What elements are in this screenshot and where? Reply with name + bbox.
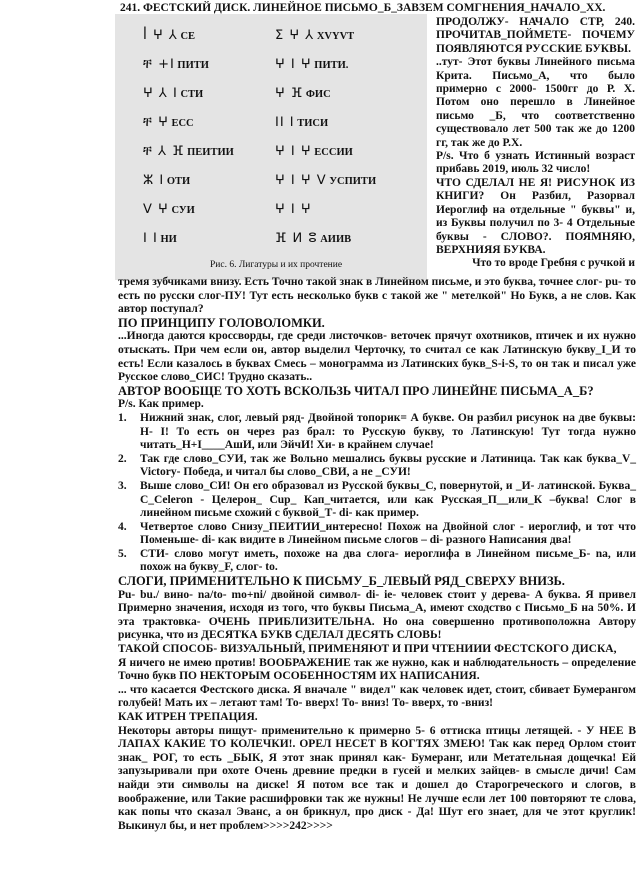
ligature-row <box>275 202 312 217</box>
ligature-reading: СЕ <box>177 31 196 42</box>
list-number: 1. <box>118 411 127 424</box>
right-column-text <box>436 16 635 271</box>
ligature-reading: ФИС <box>303 89 331 100</box>
ligature-figure <box>115 14 427 280</box>
right-paragraph: ..тут- Этот буквы Линейного письма Крита. Письмо_А, что было примерно с 2000- 1500гг до Р. Х. Потом оно перешло в Линейное письмо _Б, что соответственно существовало лет 500 так же до 1200 гг, так же до Р.Х. <box>436 56 635 149</box>
ligature-glyph-icon: ⴸ ⵖ <box>143 202 169 217</box>
list-number: 4. <box>118 520 127 533</box>
ligature-row <box>143 144 234 159</box>
ligature-row <box>275 231 351 246</box>
paragraph: Pu- bu./ вино- na/to- mo+ni/ двойной символ- di- ie- человек стоит у дерева- А буква. Я привел Примерно значения, исходя из того, что буквы Письма_А, имеют сходство с Письмо_Б на 50%. И эта трактовка- ОЧЕНЬ ПРИБЛИЗИТЕЛЬНА. Но она совершенно противоположна Автору рисунка, что из ДЕСЯТКА БУКВ СДЕЛАЛ ДЕСЯТЬ СЛОВЬ! <box>118 588 636 642</box>
ligature-glyph-icon: ቸ ⵖ <box>143 115 169 130</box>
list-number: 2. <box>118 452 127 465</box>
ligature-row <box>143 28 195 43</box>
ligature-reading: ОТИ <box>164 176 191 187</box>
ligature-row <box>143 57 209 72</box>
ligature-reading: АИИВ <box>317 234 352 245</box>
ligature-glyph-icon: ቸ ⅄ ⴼ <box>143 144 185 159</box>
ligature-row <box>275 173 376 188</box>
ligature-reading: XVYVT <box>314 31 355 42</box>
figure-caption: Рис. 6. Лигатуры и их прочтение <box>210 260 343 270</box>
ligature-glyph-icon: ⵖ ⵏ ⵖ ⴸ <box>275 173 327 188</box>
ligature-row <box>143 115 194 130</box>
ligature-glyph-icon: ⵖ ⅄ ⵏ <box>143 86 178 101</box>
list-number: 5. <box>118 547 127 560</box>
section-heading: КАК ИТРЕН ТРЕПАЦИЯ. <box>118 711 258 723</box>
ligature-glyph-icon: ⴼ ⵍ ⵓ <box>275 231 318 246</box>
ligature-reading: ЕССИИ <box>311 147 353 158</box>
ligature-row <box>275 28 354 43</box>
ligature-glyph-icon: ⵖ ⵏ ⵖ <box>275 144 312 159</box>
ligature-row <box>143 86 203 101</box>
ligature-reading: ПИТИ <box>174 60 209 71</box>
ligature-reading: ТИСИ <box>294 118 329 129</box>
ligature-reading: НИ <box>157 234 177 245</box>
ligature-glyph-icon: ꟾ ⵖ ⅄ <box>143 28 178 43</box>
ligature-glyph-icon: ⵖ ⵏ ⵖ <box>275 202 312 217</box>
ligature-row <box>275 86 331 101</box>
ligature-row <box>143 231 177 246</box>
list-text: Так где слово_СУИ, так же Вольно мешались буквы русские и Латиница. Так как буква_V_ Victory- Победа, и читал бы слово_СВИ, а не _СУИ! <box>140 452 636 479</box>
list-text: СТИ- слово могут иметь, похоже на два слога- иероглифа в Линейном письме_Б- na, или похож на букву_F, слог- to. <box>140 547 636 574</box>
ligature-reading: ЕСС <box>168 118 194 129</box>
ligature-glyph-icon: ⵉ ⵖ ⅄ <box>275 28 315 43</box>
paragraph: P/s. Как пример. <box>118 398 204 411</box>
ligature-reading: ПИТИ. <box>311 60 349 71</box>
list-item <box>118 548 636 575</box>
ligature-reading: УСПИТИ <box>326 176 377 187</box>
ligature-row <box>143 173 190 188</box>
list-item <box>118 453 636 480</box>
list-text: Нижний знак, слог, левый ряд- Двойной топорик= А букве. Он разбил рисунок на две буквы: Н- I! То есть он через раз брал: то Русскую букву, то Латинскую! Тут тогда нужно читать_Н+I____АшИ, или ЭйчИ! Хи- в крайнем случае! <box>140 411 636 452</box>
paragraph: ... что касается Фестского диска. Я вначале " видел" как человек идет, стоит, сбивает Бумерангом голубей! Мать их – летают там! То- вверх! То- вниз! То- вверх, то -вниз! <box>118 683 636 710</box>
right-paragraph: P/s. Что б узнать Истинный возраст прибавь 2019, июль 32 число! <box>436 150 635 176</box>
section-heading: СЛОГИ, ПРИМЕНИТЕЛЬНО К ПИСЬМУ_Б_ЛЕВЫЙ РЯД_СВЕРХУ ВНИЗЬ. <box>118 574 565 589</box>
right-paragraph: ПРОДОЛЖУ- НАЧАЛО СТР, 240. ПРОЧИТАВ_ПОЙМЕТЕ- ПОЧЕМУ ПОЯВЛЯЮТСЯ РУССКИЕ БУКВЫ. <box>436 16 635 55</box>
ligature-glyph-icon: ⵏ ⵏ <box>143 231 158 246</box>
paragraph: Я ничего не имею против! ВООБРАЖЕНИЕ так же нужно, как и наблюдательность – определение Точно букв ПО НЕКТОРЫМ ОСОБЕННОСТЯМ ИХ НАПИСАНИЯ. <box>118 656 636 683</box>
ligature-glyph-icon: ⵖ ⴼ <box>275 86 304 101</box>
ligature-glyph-icon: ⵣ ⵏ <box>143 173 165 188</box>
paragraph: ...Иногда даются кроссворды, где среди листочков- веточек прячут охотников, птичек и их нужно отыскать. При чем если он, автор выделил Черточку, то считал се как Латинскую букву_I_И то есть! Если казалось в буквах Смесь – монограмма из Латинских букв_S-i-S, то он так и писал уже Русское слово_СИС! Трудно сказать.. <box>118 330 636 384</box>
ligature-glyph-icon: ⵏⵏ ⵏ <box>275 115 295 130</box>
right-paragraph: ЧТО СДЕЛАЛ НЕ Я! РИСУНОК ИЗ КНИГИ? Он Разбил, Разорвал Иероглиф на отдельные " буквы" и, из Буквы получил по 3- 4 Отдельные буквы - СЛОВО?. ПОЯМНЯЮ, ВЕРХНИЯЯ БУКВА. <box>436 176 635 256</box>
ligature-glyph-icon: ቸ +ⵏ <box>143 57 175 72</box>
ligature-row <box>143 202 195 217</box>
section-heading: ПО ПРИНЦИПУ ГОЛОВОЛОМКИ. <box>118 315 325 330</box>
paragraph: Некоторы авторы пищут- применительно к примерно 5- 6 оттиска птицы летящей. - У НЕЕ В ЛАПАХ КАКИЕ ТО КОЛЕЧКИ!. ОРЕЛ НЕСЕТ В КОГТЯХ ЗМЕЮ! Так как перед Орлом стоит знак_ РОГ, то есть _БЫК, Я этот знак принял как- Бумеранг, или Метательная дощечка! Ей запузыривали при охоте Очень древние предки в гусей и мелких зайцев- в смысле дичи! Сам найди эти символы на диске! Я потом все так и дошел до Старогреческого и слогов, в воображение, или Такие расшифровки так же нужны! Не лучше если лет 100 повторяют те слова, как попы что сказал Эванс, а он брикнул, про диск - Да! Шут его знает, для че этот круглик! Выкинул бы, и нет проблем>>>>242>>>> <box>118 724 636 832</box>
list-text: Выше слово_СИ! Он его образовал из Русской буквы_С, повернутой, и _И- латинской. Буква_ С_Celeron - Целерон_ Cup_ Кап_читается, или как Русская_П__или_К –буква! Слог в линейном письме схожий с буквой_Т- di- как пример. <box>140 479 636 520</box>
list-number: 3. <box>118 479 127 492</box>
main-text <box>118 276 636 833</box>
paragraph: тремя зубчиками внизу. Есть Точно такой знак в Линейном письме, и это буква, точнее слог- pu- то есть по русски слог-ПУ! Тут есть несколько букв с такой же " метелкой" Но Букв, а не слов. Как автор поступал? <box>118 276 636 316</box>
ligature-row <box>275 57 348 72</box>
right-paragraph: Что то вроде Гребня с ручкой и <box>472 257 635 270</box>
list-text: Четвертое слово Снизу_ПЕИТИИ_интересно! Похож на Двойной слог - иероглиф, и тот что Поменьше- di- как видите в Линейном письме слогов – di- разного Написания два! <box>140 520 636 547</box>
section-heading: АВТОР ВООБЩЕ ТО ХОТЬ ВСКОЛЬЗЬ ЧИТАЛ ПРО ЛИНЕЙНЕ ПИСЬМА_А_Б? <box>118 383 594 398</box>
ligature-glyph-icon: ⵖ ⵏ ⵖ <box>275 57 312 72</box>
ligature-row <box>275 144 353 159</box>
list-item <box>118 521 636 548</box>
page-header: 241. ФЕСТСКИЙ ДИСК. ЛИНЕЙНОЕ ПИСЬМО_Б_ЗАВЗЕМ СОМГНЕНИЯ_НАЧАЛО_XX. <box>120 2 606 14</box>
ligature-reading: ПЕИТИИ <box>184 147 234 158</box>
list-item <box>118 480 636 521</box>
ligature-reading: СУИ <box>168 205 195 216</box>
ligature-row <box>275 115 328 130</box>
list-item <box>118 412 636 453</box>
section-heading: ТАКОЙ СПОСОБ- ВИЗУАЛЬНЫЙ, ПРИМЕНЯЮТ И ПРИ ЧТЕНИИИ ФЕСТСКОГО ДИСКА, <box>118 643 617 656</box>
ligature-reading: СТИ <box>177 89 204 100</box>
